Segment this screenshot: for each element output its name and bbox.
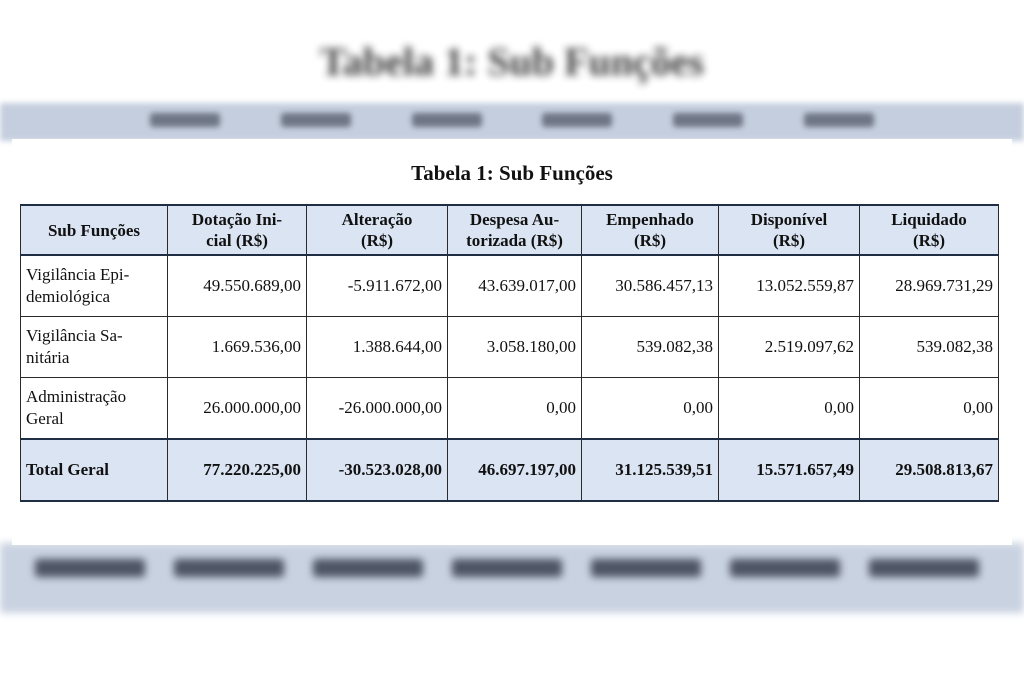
blurred-total-band xyxy=(0,543,1024,613)
total-cell: -30.523.028,00 xyxy=(307,439,448,501)
column-header: Empenhado (R$) xyxy=(582,205,719,255)
blurred-title: Tabela 1: Sub Funções xyxy=(319,39,705,84)
table-cell: 28.969.731,29 xyxy=(860,255,999,317)
total-cell: 31.125.539,51 xyxy=(582,439,719,501)
table-cell: 1.388.644,00 xyxy=(307,317,448,378)
total-cell: 46.697.197,00 xyxy=(448,439,582,501)
table-cell: 26.000.000,00 xyxy=(168,378,307,440)
table-cell: 1.669.536,00 xyxy=(168,317,307,378)
row-label: Administração Geral xyxy=(21,378,168,440)
table-cell: 43.639.017,00 xyxy=(448,255,582,317)
table-title: Tabela 1: Sub Funções xyxy=(411,161,613,185)
table-cell: 3.058.180,00 xyxy=(448,317,582,378)
column-header: Sub Funções xyxy=(21,205,168,255)
column-header: Dotação Ini- cial (R$) xyxy=(168,205,307,255)
total-label: Total Geral xyxy=(21,439,168,501)
table-cell: 539.082,38 xyxy=(582,317,719,378)
row-label: Vigilância Sa- nitária xyxy=(21,317,168,378)
table-cell: 0,00 xyxy=(448,378,582,440)
sub-funcoes-table xyxy=(20,204,999,502)
row-label: Vigilância Epi- demiológica xyxy=(21,255,168,317)
table-cell: 0,00 xyxy=(582,378,719,440)
table-cell: 13.052.559,87 xyxy=(719,255,860,317)
table-card xyxy=(12,139,1012,545)
blurred-header-band xyxy=(0,103,1024,141)
table-cell: 539.082,38 xyxy=(860,317,999,378)
column-header: Disponível (R$) xyxy=(719,205,860,255)
column-header: Despesa Au- torizada (R$) xyxy=(448,205,582,255)
table-cell: 0,00 xyxy=(860,378,999,440)
total-cell: 29.508.813,67 xyxy=(860,439,999,501)
total-cell: 77.220.225,00 xyxy=(168,439,307,501)
table-cell: 0,00 xyxy=(719,378,860,440)
table-cell: -26.000.000,00 xyxy=(307,378,448,440)
total-cell: 15.571.657,49 xyxy=(719,439,860,501)
table-cell: 30.586.457,13 xyxy=(582,255,719,317)
table-row xyxy=(21,255,999,317)
header-row xyxy=(21,205,999,255)
table-row xyxy=(21,378,999,440)
total-row xyxy=(21,439,999,501)
column-header: Liquidado (R$) xyxy=(860,205,999,255)
table-row xyxy=(21,317,999,378)
table-cell: -5.911.672,00 xyxy=(307,255,448,317)
table-cell: 2.519.097,62 xyxy=(719,317,860,378)
column-header: Alteração (R$) xyxy=(307,205,448,255)
table-cell: 49.550.689,00 xyxy=(168,255,307,317)
